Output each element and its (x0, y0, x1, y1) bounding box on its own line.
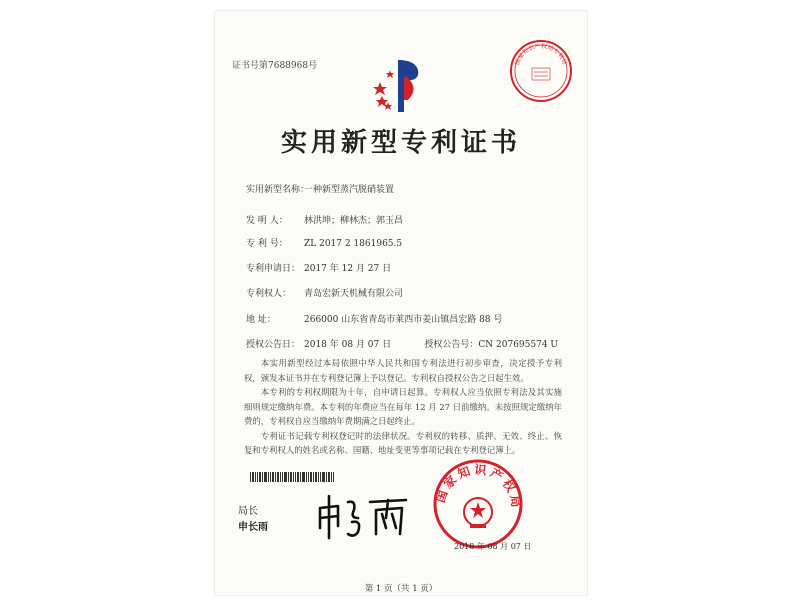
certificate-number: 证书号第7688968号 (232, 61, 318, 71)
field-label: 授权公告日： (246, 340, 301, 350)
field-value: ZL 2017 2 1861965.5 (304, 239, 403, 249)
field-grant-date (246, 337, 391, 350)
svg-text:国家知识产权局专利局: 国家知识产权局专利局 (513, 42, 569, 66)
field-label: 实用新型名称： (246, 185, 310, 195)
field-address (246, 312, 502, 325)
field-label: 专利申请日： (246, 264, 301, 274)
body-paragraph: 本专利的专利权期限为十年，自申请日起算。专利权人应当依照专利法及其实施细则规定缴纳年费。本专利的年费应当在每年 12 月 27 日前缴纳。未按照规定缴纳年费的，专利权自应当缴纳年费期满之日起终止。 (244, 387, 562, 426)
certificate-page (214, 10, 588, 596)
field-value: 青岛宏新天机械有限公司 (304, 289, 404, 299)
body-paragraph: 本实用新型经过本局依照中华人民共和国专利法进行初步审查，决定授予专利权，颁发本证书并在专利登记簿上予以登记。专利权自授权公告之日起生效。 (244, 358, 562, 383)
body-paragraph: 专利证书记载专利权登记时的法律状况。专利权的转移、质押、无效、终止、恢复和专利权人的姓名或名称、国籍、地址变更等事项记载在专利登记簿上。 (244, 430, 562, 455)
field-utility-model-name (246, 182, 394, 195)
field-inventors (246, 213, 403, 226)
patent-office-logo-icon (368, 56, 434, 118)
certificate-title: 实用新型专利证书 (280, 128, 521, 158)
barcode-icon (250, 472, 334, 482)
field-value: 266000 山东省青岛市莱西市姜山镇昌宏路 88 号 (304, 315, 503, 325)
field-label: 发 明 人： (246, 216, 288, 226)
small-seal-icon (508, 38, 574, 104)
field-value: 2017 年 12 月 27 日 (304, 264, 392, 274)
certificate-body-text (244, 356, 562, 458)
field-label: 授权公告号： (424, 340, 479, 350)
director-title: 局长 (238, 506, 258, 517)
handwritten-signature-icon (312, 488, 412, 544)
page-number: 第 1 页（共 1 页） (364, 584, 438, 594)
field-grant-number (424, 337, 558, 350)
field-application-date (246, 261, 391, 274)
field-label: 专利权人： (246, 289, 292, 299)
seal-date: 2018 年 08 月 07 日 (454, 542, 532, 551)
svg-text:国家知识产权局: 国家知识产权局 (433, 462, 524, 512)
field-label: 专 利 号： (246, 239, 288, 249)
field-patent-number (246, 236, 402, 249)
field-patentee (246, 286, 403, 299)
director-name: 申长雨 (238, 522, 268, 533)
field-value: 2018 年 08 月 07 日 (304, 340, 392, 350)
field-value: CN 207695574 U (478, 340, 558, 350)
field-value: 一种新型蒸汽脱硝装置 (304, 185, 395, 195)
field-value: 林洪坤；柳林杰；郭玉昌 (304, 216, 404, 226)
field-label: 地 址： (246, 315, 276, 325)
official-seal-icon (432, 458, 524, 550)
